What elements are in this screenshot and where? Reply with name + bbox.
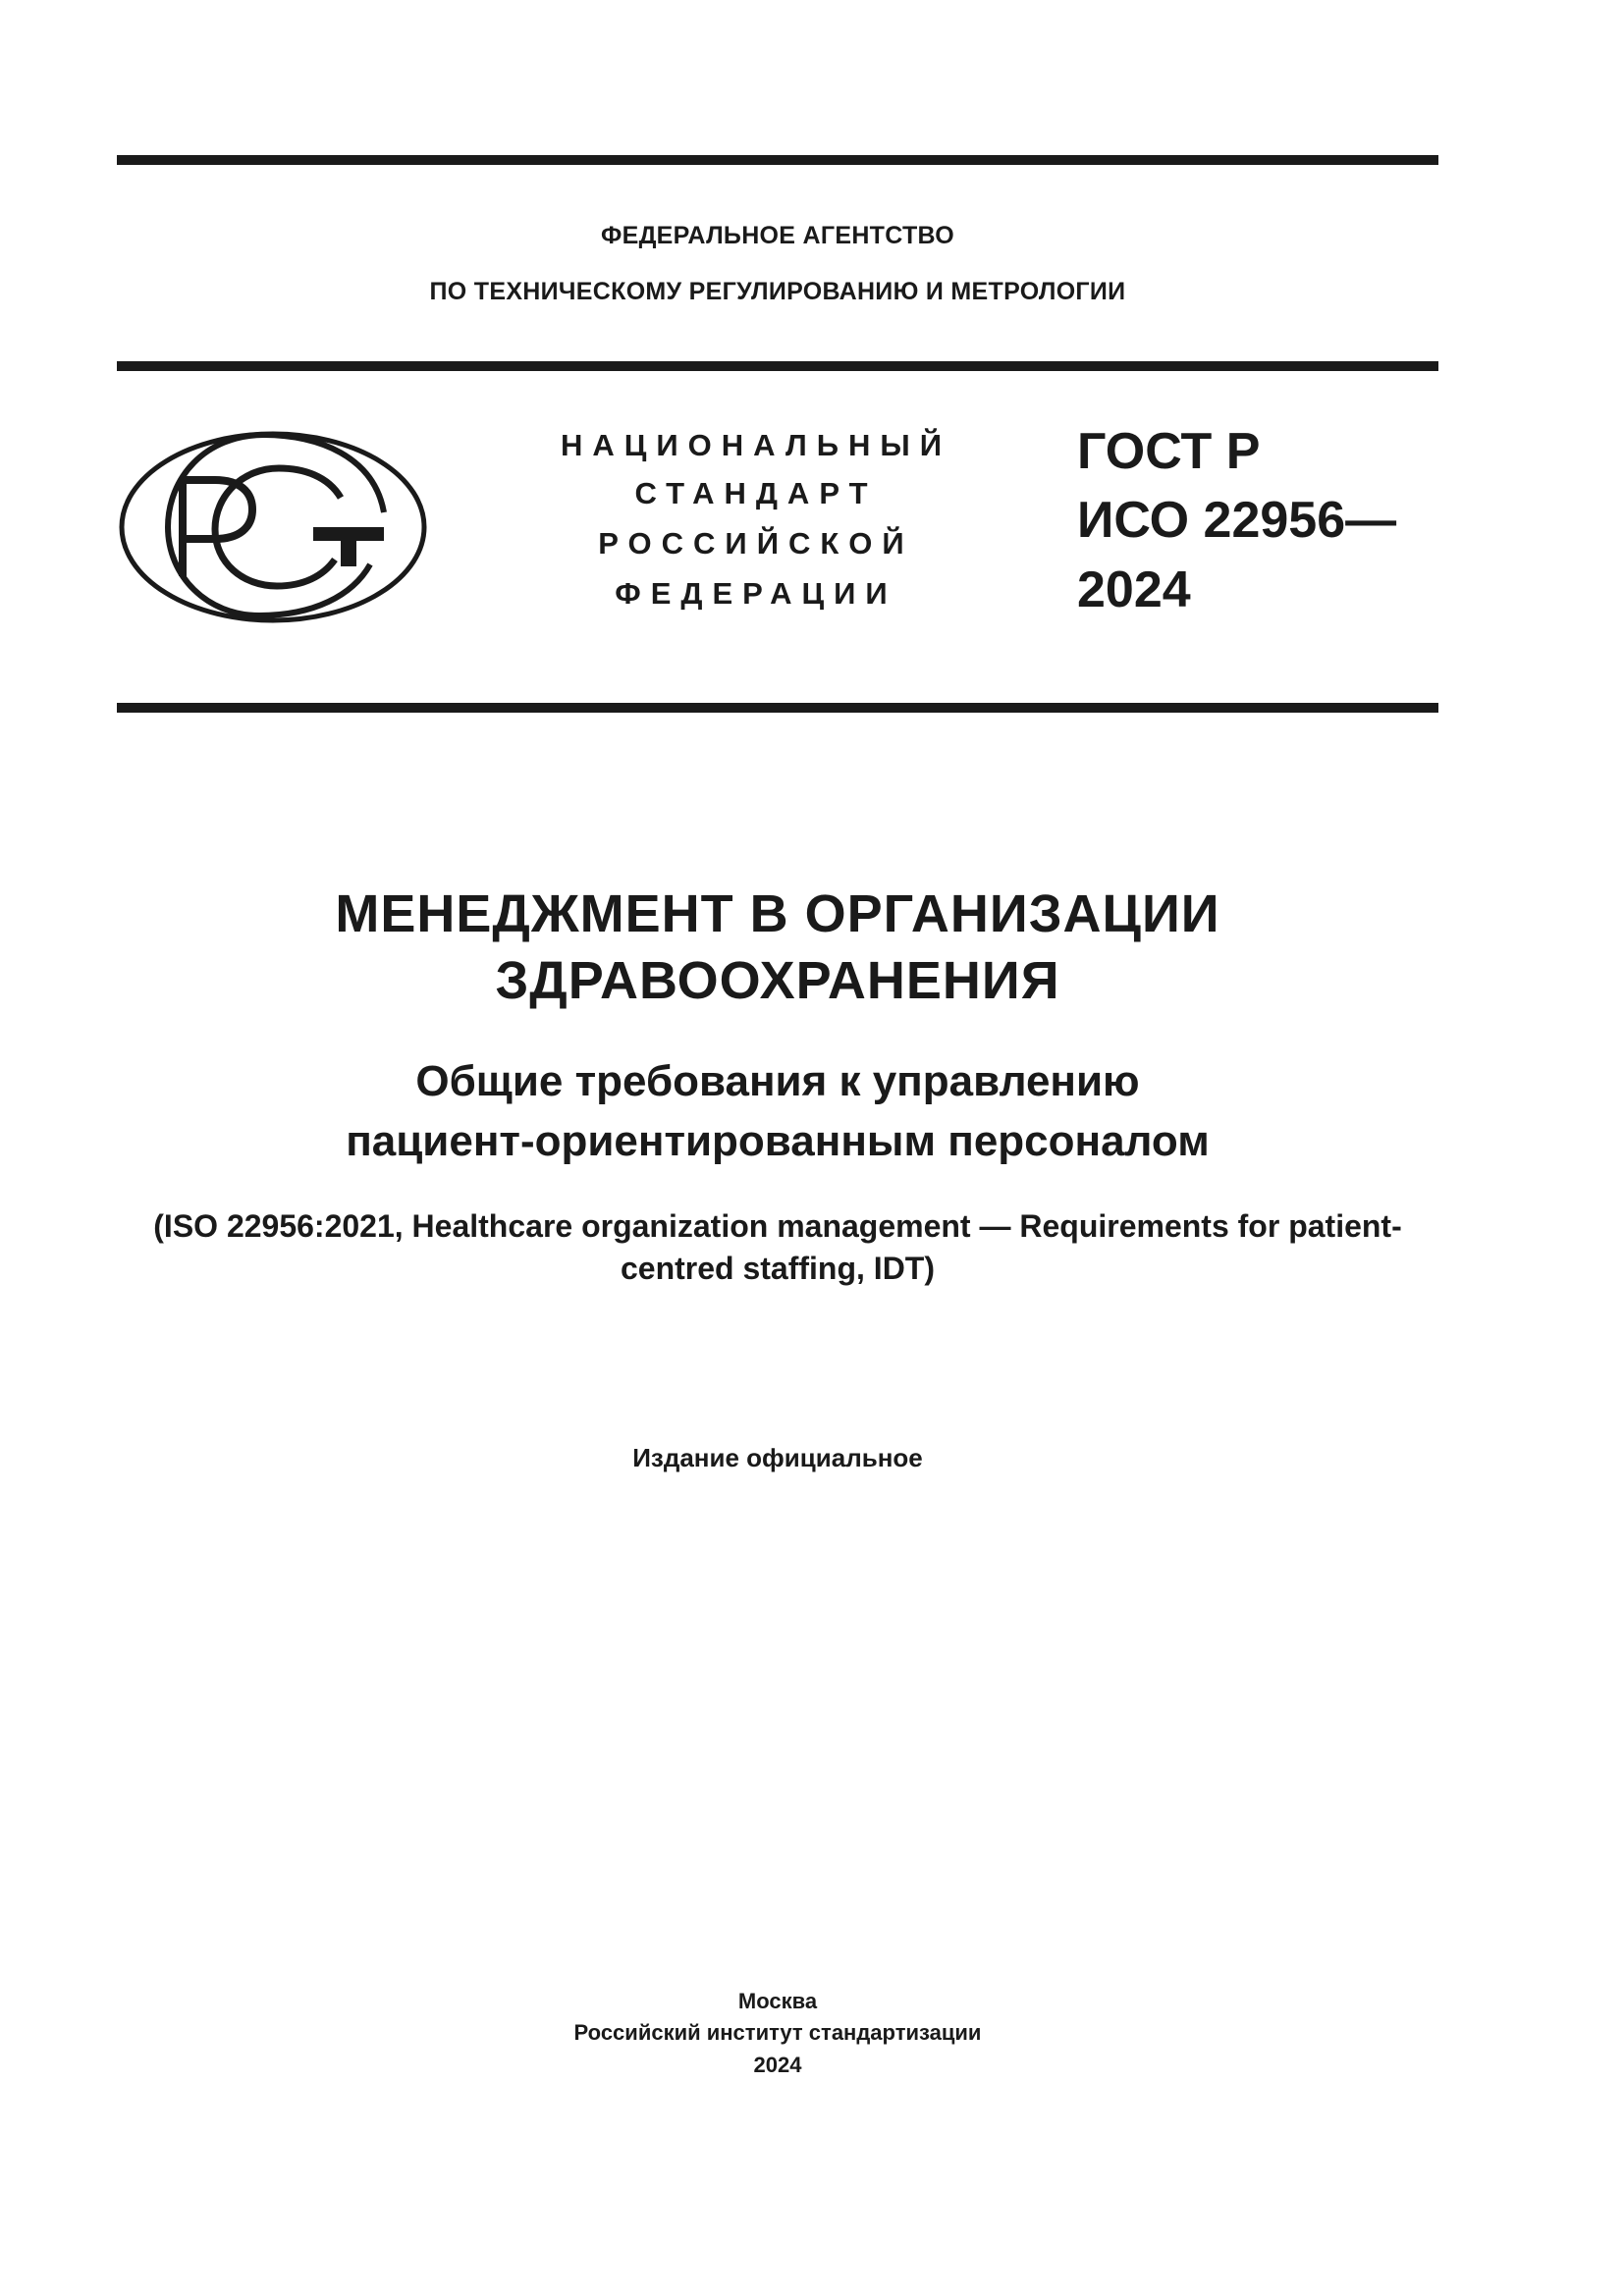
agency-line-1: ФЕДЕРАЛЬНОЕ АГЕНТСТВО bbox=[600, 222, 955, 249]
national-standard-line-2: СТАНДАРТ bbox=[634, 476, 878, 510]
imprint-year: 2024 bbox=[753, 2053, 802, 2077]
top-rule bbox=[117, 155, 1438, 165]
designation-line-1: ГОСТ Р bbox=[1077, 423, 1261, 480]
subtitle-line-1: Общие требования к управлению bbox=[415, 1057, 1140, 1105]
imprint-city: Москва bbox=[737, 1989, 818, 2013]
block-rule bbox=[117, 703, 1438, 713]
header-rule bbox=[117, 361, 1438, 371]
designation-line-3: 2024 bbox=[1077, 561, 1191, 618]
main-title-line-2: ЗДРАВООХРАНЕНИЯ bbox=[495, 951, 1060, 1010]
main-title-line-1: МЕНЕДЖМЕНТ В ОРГАНИЗАЦИИ bbox=[335, 884, 1220, 943]
subtitle-line-2: пациент-ориентированным персоналом bbox=[346, 1117, 1210, 1165]
national-standard-line-3: РОССИЙСКОЙ bbox=[598, 526, 914, 561]
edition-label: Издание официальное bbox=[632, 1443, 923, 1472]
agency-line-2: ПО ТЕХНИЧЕСКОМУ РЕГУЛИРОВАНИЮ И МЕТРОЛОГИИ bbox=[429, 278, 1126, 305]
imprint-publisher: Российский институт стандартизации bbox=[573, 2020, 982, 2045]
designation-line-2: ИСО 22956— bbox=[1077, 492, 1397, 549]
national-standard-line-1: НАЦИОНАЛЬНЫЙ bbox=[560, 428, 952, 462]
national-standard-line-4: ФЕДЕРАЦИИ bbox=[615, 576, 897, 611]
rst-gost-logo-icon bbox=[117, 429, 429, 625]
original-title-line-2: centred staffing, IDT) bbox=[620, 1251, 935, 1286]
original-title-line-1: (ISO 22956:2021, Healthcare organization management — Requirements for patient- bbox=[153, 1208, 1402, 1244]
